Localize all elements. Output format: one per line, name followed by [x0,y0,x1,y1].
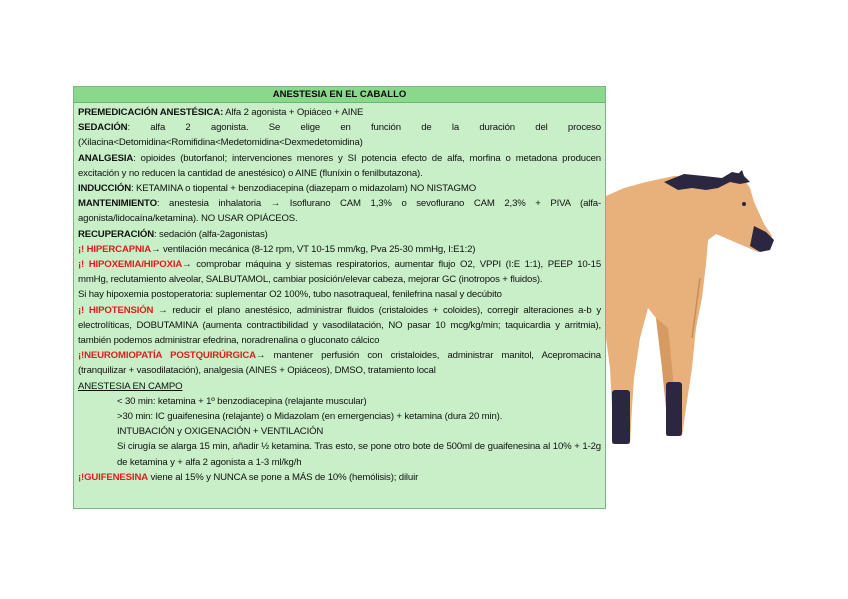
hypoxemia-text: → comprobar máquina y sistemas respiratorios, aumentar flujo O2, VPPI (I:E 1:1), PEEP 10-15 mmHg, reclutamiento alveolar, SALBUTAMOL, cambiar posición/elevar cabeza, mejorar GC (inotropos + fluidos). [78,259,602,286]
analgesia-text: : opioides (butorfanol; intervenciones menores y SI potencia efecto de alfa, morfina o metadona producen excitación y no reducen la cantidad de anestésico) o AINE (fluníxin o fenilbutazona). [78,152,601,179]
sedation-text: : alfa 2 agonista. Se elige en función de la duración del proceso (Xilacina<Detomidina<Romifidina<Medetomidina<Dexmedetomidina) [78,122,601,149]
premedication-label: PREMEDICACIÓN ANESTÉSICA: [78,107,224,118]
guaifenesin-label: ¡!GUIFENESINA [78,471,149,483]
guaifenesin-line [78,470,601,485]
recovery-line [78,227,601,242]
anesthesia-card [73,86,606,509]
horse-eye [742,202,746,206]
sedation-line [78,120,601,150]
hypotension-label: ¡! HIPOTENSIÓN [78,304,154,316]
recovery-label: RECUPERACIÓN [78,228,155,240]
analgesia-label: ANALGESIA [78,152,134,164]
analgesia-line [78,151,601,181]
field-anesthesia-item: INTUBACIÓN y OXIGENACIÓN + VENTILACIÓN [117,426,324,438]
induction-label: INDUCCIÓN [78,183,132,195]
hypoxemia-label: ¡! HIPOXEMIA/HIPOXIA [78,259,183,271]
maintenance-text: : anestesia inhalatoria → Isoflurano CAM 1,3% o sevoflurano CAM 2,3% + PIVA (alfa-agonista/lidocaína/ketamina). NO USAR OPIÁCEOS. [78,198,601,225]
recovery-text: : sedación (alfa-2agonistas) [154,228,268,240]
neuromyopathy-text: → mantener perfusión con cristaloides, administrar manitol, Acepromacina (tranquilizar + vasodilatación), analgesia (AINES + Opiáceos), DMSO, tratamiento local [78,350,601,377]
maintenance-label: MANTENIMIENTO [78,198,157,210]
hypotension-line [78,303,601,349]
card-body [74,103,605,485]
premedication-line [78,105,601,120]
hypotension-text: → reducir el plano anestésico, administrar fluidos (cristaloides + coloides), corregir alteraciones a-b y electrolíticas, DOBUTAMINA (aumenta contractibilidad y vasodilatación, NO pasar 10 mcg/kg/min; taquicardia y arritmia), también podemos administrar efedrina, noradrenalina o gluconato cálcico [78,304,601,347]
horse-body [606,174,772,444]
premedication-text: Alfa 2 agonista + Opiáceo + AINE [223,107,364,118]
field-anesthesia-item: < 30 min: ketamina + 1º benzodiacepina (relajante muscular) [117,395,367,407]
field-anesthesia-item: Si cirugía se alarga 15 min, añadir ½ ketamina. Tras esto, se pone otro bote de 500ml de guaifenesina al 10% + 1-2g de ketamina y + alfa 2 agonista a 1-3 ml/kg/h [117,441,601,468]
neuromyopathy-label: ¡!NEUROMIOPATÍA POSTQUIRÚRGICA [78,350,256,362]
card-title: ANESTESIA EN EL CABALLO [74,87,605,103]
horse-illustration [604,168,779,450]
induction-text: : KETAMINA o tiopental + benzodiacepina (diazepam o midazolam) NO NISTAGMO [131,183,477,195]
induction-line [78,181,601,196]
field-anesthesia-heading: ANESTESIA EN CAMPO [78,380,183,392]
maintenance-line [78,196,601,226]
neuromyopathy-line [78,348,601,378]
hypercapnia-label: ¡! HIPERCAPNIA [78,243,152,255]
hypoxemia-line [78,257,601,287]
postop-hypoxemia-line: Si hay hipoxemia postoperatoria: suplementar O2 100%, tubo nasotraqueal, fenilefrina nasal y decúbito [78,289,502,301]
guaifenesin-text: viene al 15% y NUNCA se pone a MÁS de 10% (hemólisis); diluir [148,471,419,483]
hypercapnia-line [78,242,601,257]
field-anesthesia-item: >30 min: IC guaifenesina (relajante) o Midazolam (en emergencias) + ketamina (dura 20 min). [117,411,503,423]
sedation-label: SEDACIÓN [78,122,128,134]
hypercapnia-text: → ventilación mecánica (8-12 rpm, VT 10-15 mm/kg, Pva 25-30 mmHg, I:E1:2) [151,243,476,255]
horse-front-sock [612,390,630,444]
horse-hind-sock [666,382,682,436]
